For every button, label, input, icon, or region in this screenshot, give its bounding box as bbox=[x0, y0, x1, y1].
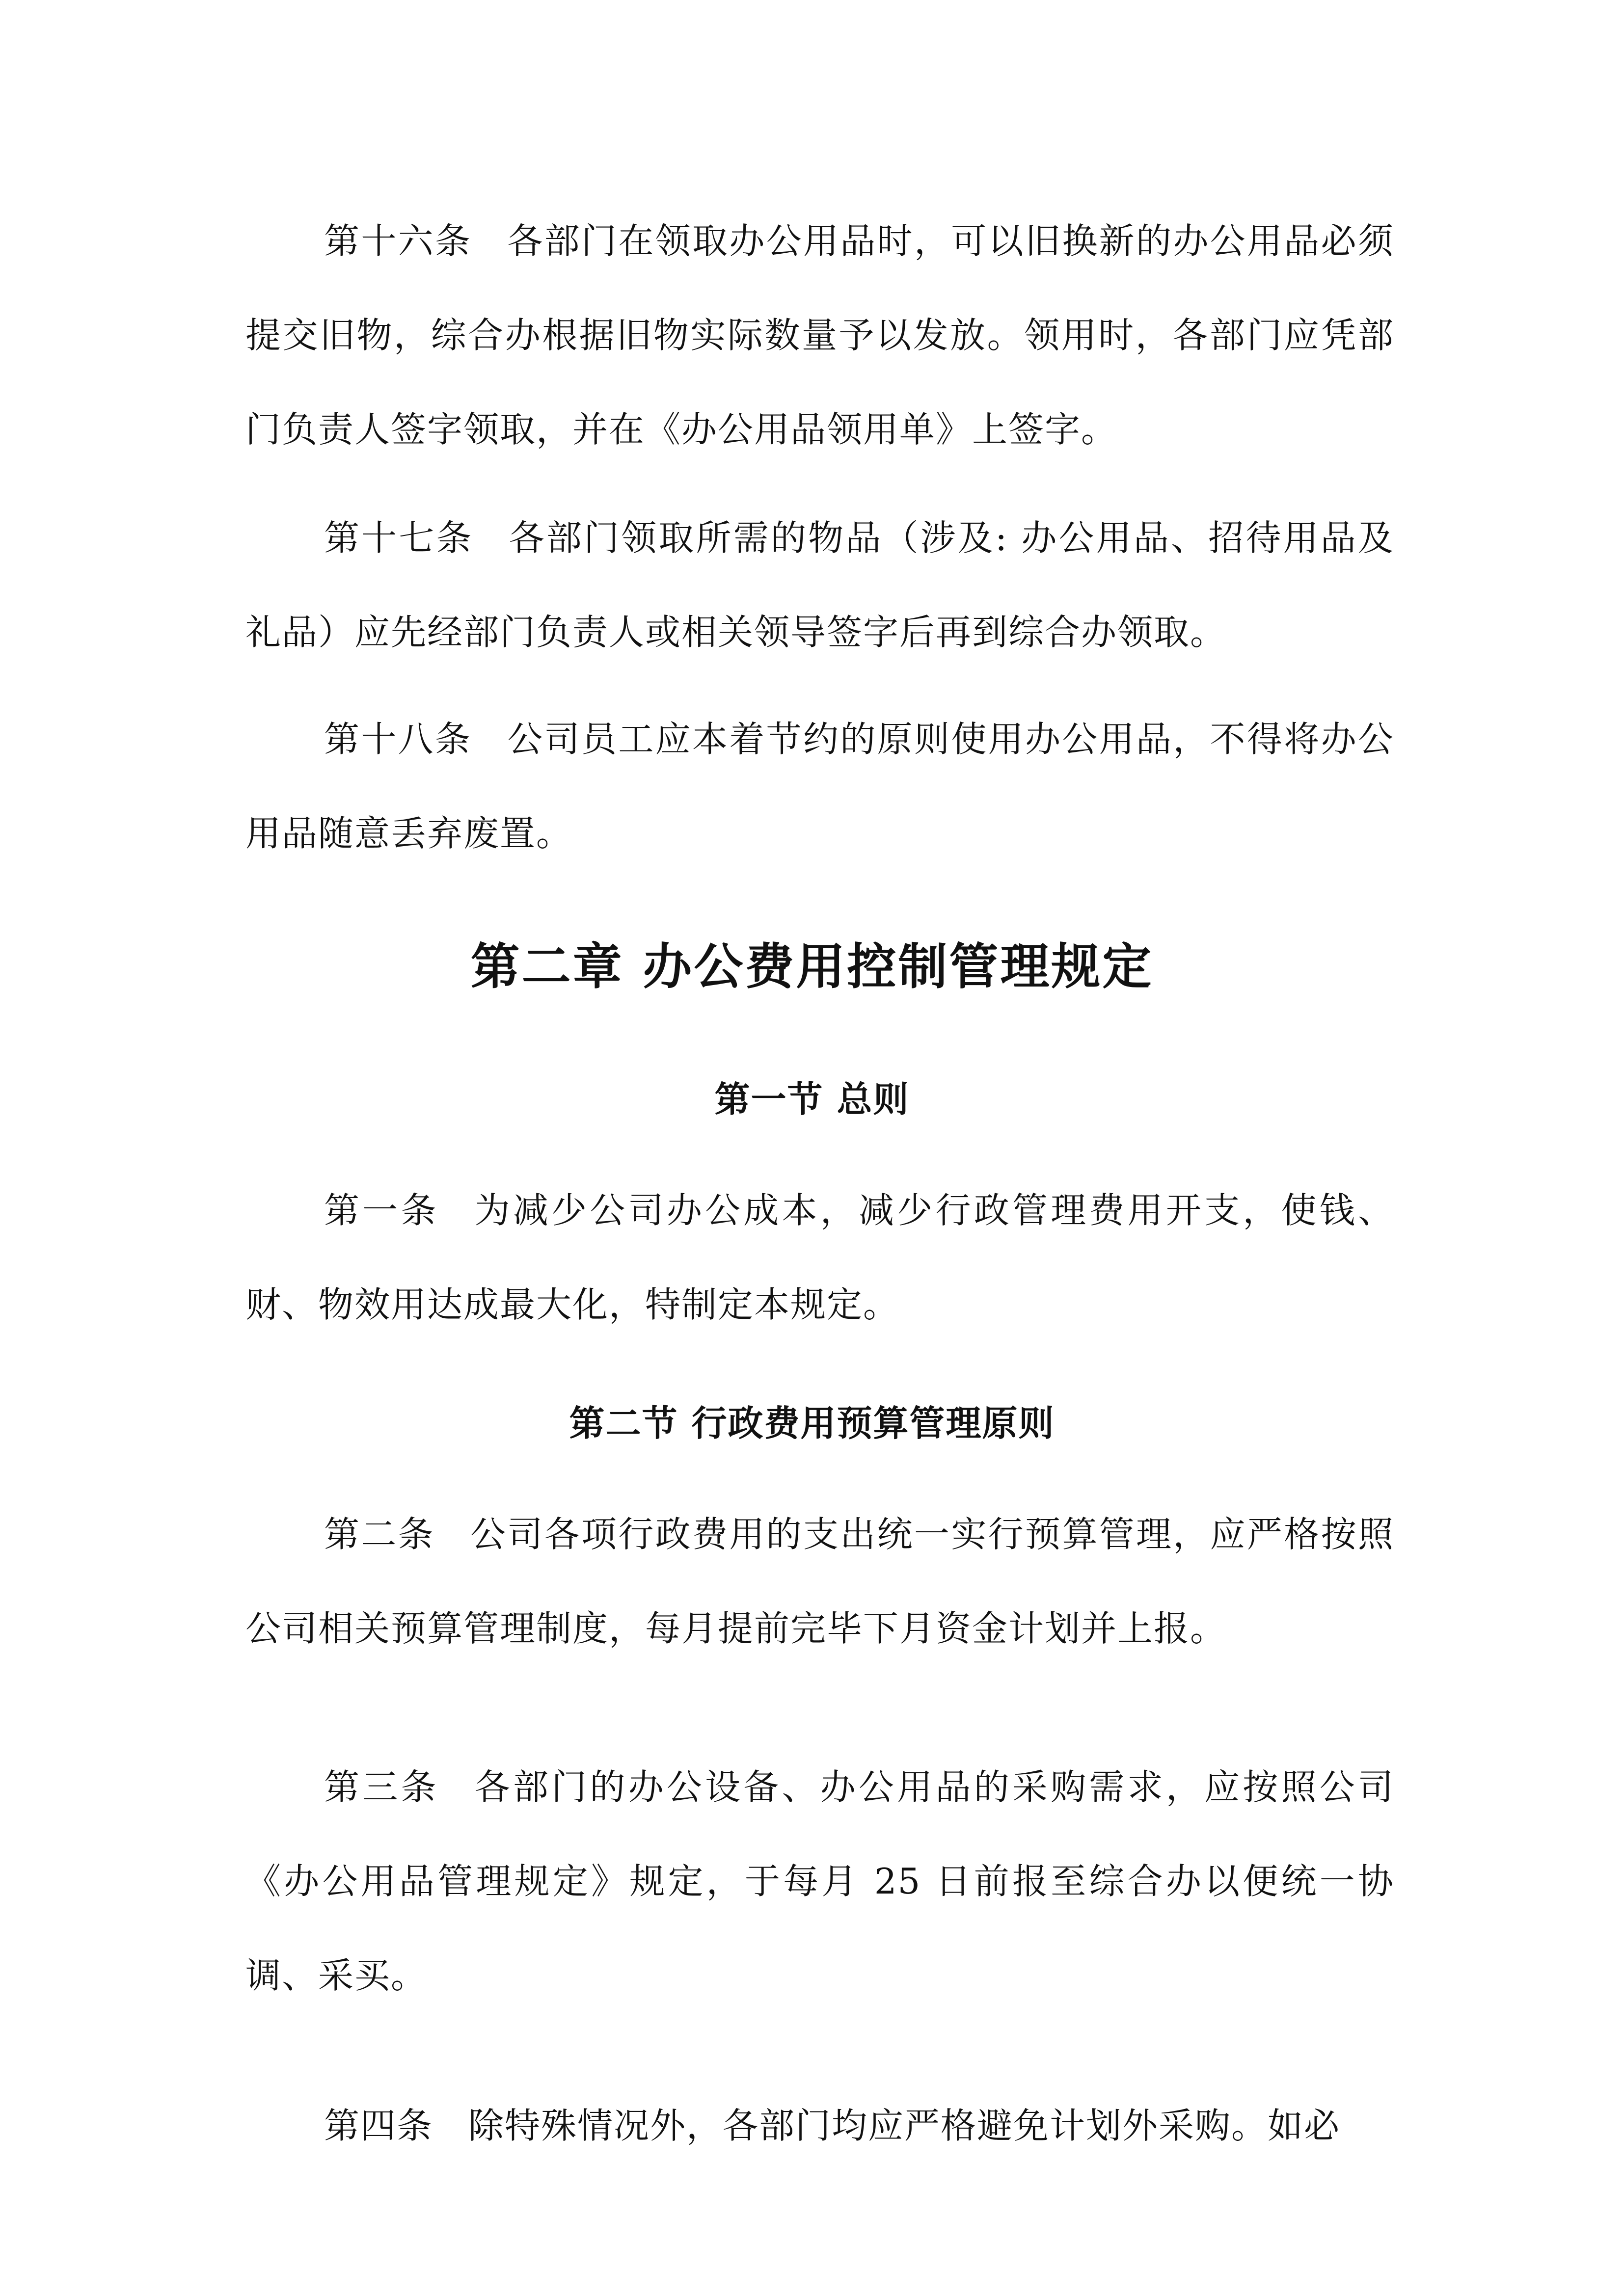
article-text: 各部门的办公设备、办公用品的采购需求，应按照公司《办公用品管理规定》规定，于每月 25 日前报至综合办以便统一协调、采买。 bbox=[245, 1766, 1394, 1996]
article-3 bbox=[245, 1740, 1394, 2023]
article-text: 为减少公司办公成本，减少行政管理费用开支，使钱、财、物效用达成最大化，特制定本规定。 bbox=[245, 1190, 1394, 1325]
article-number: 第四条 bbox=[324, 2105, 433, 2146]
article-number: 第十七条 bbox=[324, 517, 474, 559]
article-number: 第三条 bbox=[324, 1766, 439, 1808]
article-text: 各部门在领取办公用品时，可以旧换新的办公用品必须提交旧物，综合办根据旧物实际数量予以发放。领用时，各部门应凭部门负责人签字领取，并在《办公用品领用单》上签字。 bbox=[245, 220, 1394, 450]
article-text: 各部门领取所需的物品（涉及: 办公用品、招待用品及礼品）应先经部门负责人或相关领导签字后再到综合办领取。 bbox=[245, 517, 1394, 653]
article-text: 公司各项行政费用的支出统一实行预算管理，应严格按照公司相关预算管理制度，每月提前完毕下月资金计划并上报。 bbox=[245, 1514, 1394, 1649]
article-17 bbox=[245, 491, 1394, 679]
section-title-1: 第一节 总则 bbox=[714, 1078, 910, 1120]
article-number: 第十六条 bbox=[324, 220, 472, 262]
article-number: 第二条 bbox=[324, 1514, 435, 1555]
article-number: 第一条 bbox=[324, 1190, 439, 1231]
article-16 bbox=[245, 194, 1394, 477]
article-4 bbox=[245, 2079, 1394, 2173]
article-text: 除特殊情况外，各部门均应严格避免计划外采购。如必 bbox=[468, 2105, 1341, 2146]
chapter-title: 第二章 办公费用控制管理规定 bbox=[470, 938, 1154, 995]
article-1 bbox=[245, 1163, 1394, 1352]
section-title-2: 第二节 行政费用预算管理原则 bbox=[569, 1402, 1055, 1444]
article-2 bbox=[245, 1487, 1394, 1676]
article-18 bbox=[245, 692, 1394, 881]
article-text: 公司员工应本着节约的原则使用办公用品，不得将办公用品随意丢弃废置。 bbox=[245, 719, 1394, 854]
article-number: 第十八条 bbox=[324, 719, 472, 760]
